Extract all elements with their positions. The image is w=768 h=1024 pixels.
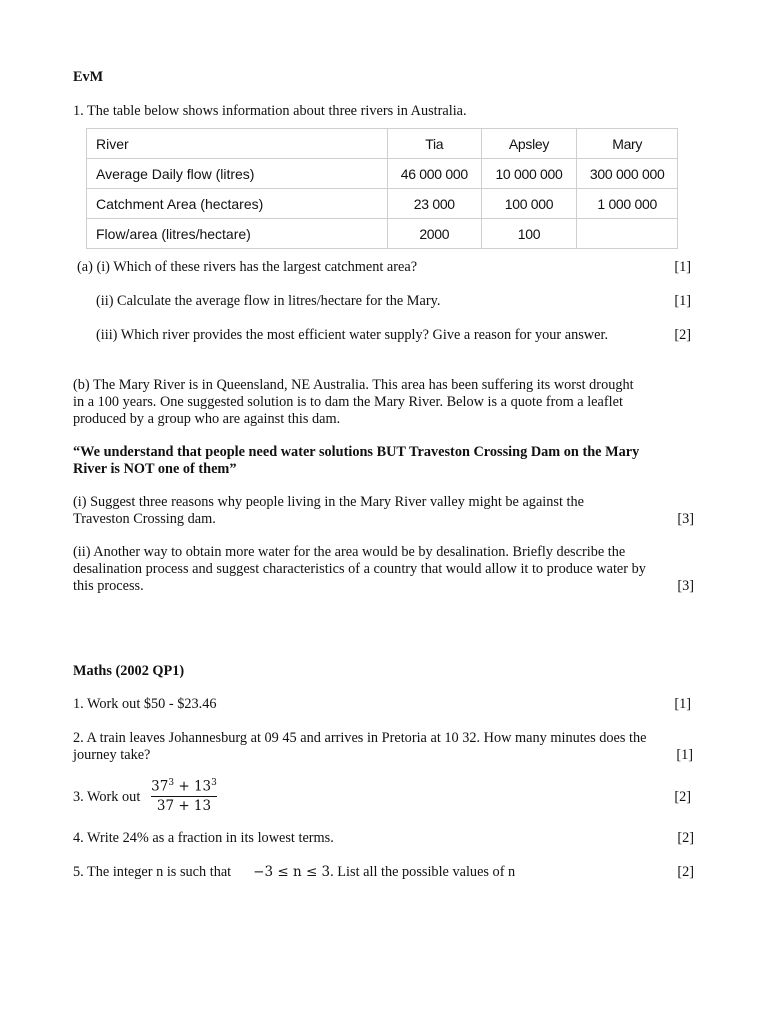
question-a-i: (a) (i) Which of these rivers has the largest catchment area?: [77, 259, 418, 275]
fraction-numerator: $37^3 + 13^3$: [151, 778, 217, 795]
table-cell: 10 000 000: [481, 159, 577, 189]
maths-question-5-prefix: 5. The integer n is such that: [73, 864, 232, 880]
table-cell: 46 000 000: [387, 159, 481, 189]
table-header-cell: Mary: [577, 129, 678, 159]
mark-b-i: [3]: [677, 511, 694, 527]
table-header-row: [87, 129, 678, 159]
fraction-denominator: 37 + 13: [156, 797, 212, 814]
maths-question-3: 3. Work out: [73, 789, 141, 805]
table-cell: 2000: [387, 219, 481, 249]
section-heading-maths: Maths (2002 QP1): [73, 663, 185, 679]
question-b-text-line: (b) The Mary River is in Queensland, NE Australia. This area has been suffering its worst drought: [73, 377, 634, 393]
question-a-ii: (ii) Calculate the average flow in litres/hectare for the Mary.: [96, 293, 441, 309]
math-inequality: −3 ≤ n ≤ 3: [253, 864, 331, 880]
table-cell: 100 000: [481, 189, 577, 219]
mark-maths-2: [1]: [676, 747, 693, 763]
mark-a-iii: [2]: [674, 327, 691, 343]
question-b-i-line: Traveston Crossing dam.: [73, 511, 216, 527]
question-a-iii: (iii) Which river provides the most efficient water supply? Give a reason for your answer.: [96, 327, 609, 343]
mark-maths-4: [2]: [677, 830, 694, 846]
question-b-ii-line: desalination process and suggest characteristics of a country that would allow it to produce water by: [73, 561, 646, 577]
table-cell: 300 000 000: [577, 159, 678, 189]
section-heading-evm: EvM: [73, 69, 104, 85]
question-b-text-line: in a 100 years. One suggested solution is to dam the Mary River. Below is a quote from a leaflet: [73, 394, 623, 410]
quote-line: River is NOT one of them”: [73, 461, 237, 477]
table-header-cell: Tia: [387, 129, 481, 159]
quote-line: “We understand that people need water solutions BUT Traveston Crossing Dam on the Mary: [73, 444, 640, 460]
maths-question-5: [73, 864, 515, 881]
question-1-intro: 1. The table below shows information about three rivers in Australia.: [73, 103, 467, 119]
mark-a-i: [1]: [674, 259, 691, 275]
table-cell: 100: [481, 219, 577, 249]
table-cell: Catchment Area (hectares): [87, 189, 388, 219]
table-cell: Flow/area (litres/hectare): [87, 219, 388, 249]
question-b-text-line: produced by a group who are against this dam.: [73, 411, 341, 427]
mark-a-ii: [1]: [674, 293, 691, 309]
table-header-cell: River: [87, 129, 388, 159]
mark-maths-5: [2]: [677, 864, 694, 880]
maths-question-1: 1. Work out $50 - $23.46: [73, 696, 217, 712]
river-table: [86, 128, 678, 249]
maths-question-2-line: 2. A train leaves Johannesburg at 09 45 and arrives in Pretoria at 10 32. How many minutes does the: [73, 730, 647, 746]
maths-question-2-line: journey take?: [73, 747, 151, 763]
math-fraction: [151, 778, 217, 814]
table-cell: 23 000: [387, 189, 481, 219]
table-cell: 1 000 000: [577, 189, 678, 219]
table-header-cell: Apsley: [481, 129, 577, 159]
table-cell: Average Daily flow (litres): [87, 159, 388, 189]
fraction-bar: [151, 796, 217, 797]
table-row: [87, 159, 678, 189]
table-row: [87, 189, 678, 219]
maths-question-4: 4. Write 24% as a fraction in its lowest terms.: [73, 830, 334, 846]
mark-b-ii: [3]: [677, 578, 694, 594]
question-b-ii-line: (ii) Another way to obtain more water for the area would be by desalination. Briefly describe the: [73, 544, 626, 560]
table-cell-empty: [577, 219, 678, 249]
mark-maths-3: [2]: [674, 789, 691, 805]
question-b-i-line: (i) Suggest three reasons why people living in the Mary River valley might be against the: [73, 494, 584, 510]
maths-question-5-suffix: . List all the possible values of n: [330, 864, 516, 880]
table-row: [87, 219, 678, 249]
question-b-ii-line: this process.: [73, 578, 144, 594]
mark-maths-1: [1]: [674, 696, 691, 712]
